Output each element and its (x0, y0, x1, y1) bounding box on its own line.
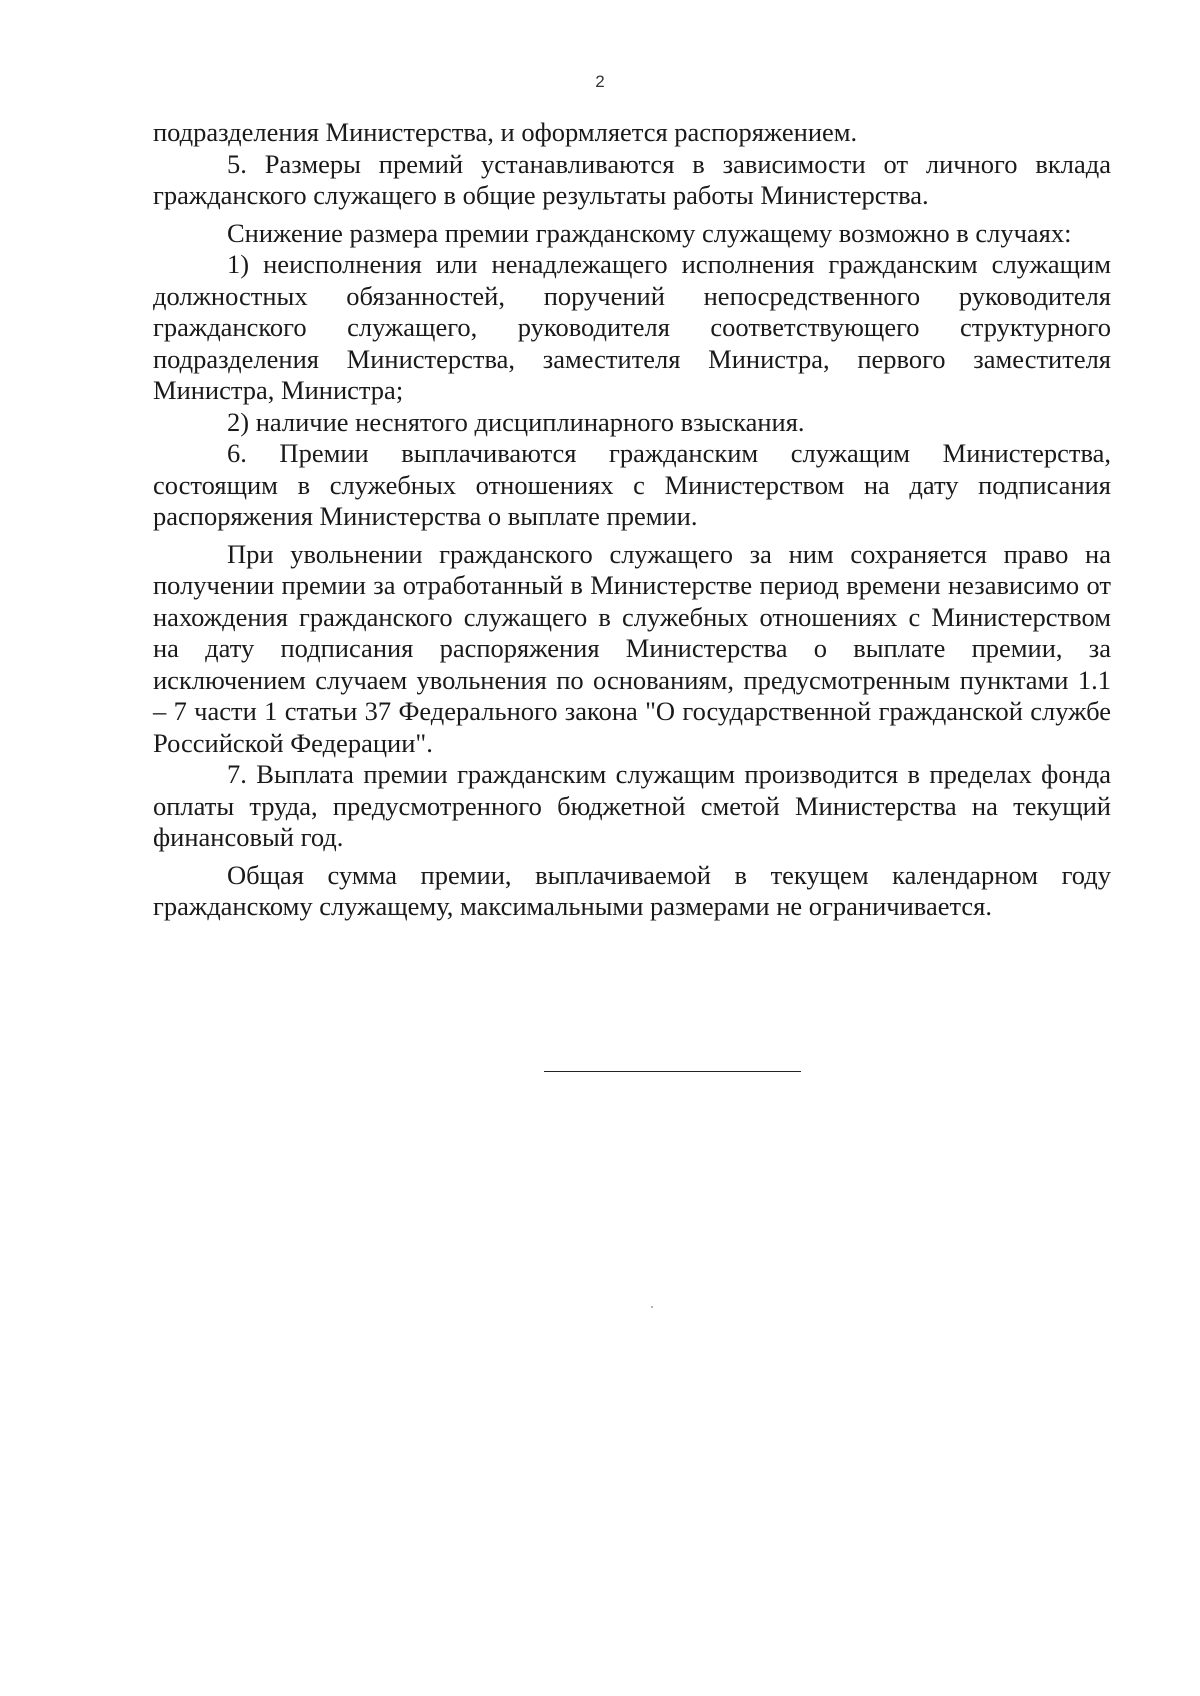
paragraph-item-7: 7. Выплата премии гражданским служащим производится в пределах фонда оплаты труда, предусмотренного бюджетной сметой Министерства на текущий финансовый год. (153, 759, 1111, 852)
paragraph-item-6: 6. Премии выплачиваются гражданским служащим Министерства, состоящим в служебных отношениях с Министерством на дату подписания распоряжения Министерства о выплате премии. (153, 438, 1111, 531)
paragraph-continuation: подразделения Министерства, и оформляется распоряжением. (153, 117, 858, 147)
scan-speck (651, 1306, 653, 1308)
paragraph-item-5: 5. Размеры премий устанавливаются в зависимости от личного вклада гражданского служащего в общие результаты работы Министерства. (153, 148, 1111, 210)
paragraph-reduction-cases: Снижение размера премии гражданскому служащему возможно в случаях: (227, 217, 1072, 248)
paragraph-total-sum: Общая сумма премии, выплачиваемой в текущем календарном году гражданскому служащему, максимальными размерами не ограничивается. (153, 859, 1111, 921)
closing-rule (544, 1071, 801, 1072)
page-number: 2 (595, 72, 605, 91)
paragraph-dismissal: При увольнении гражданского служащего за ним сохраняется право на получении премии за отработанный в Министерстве период времени независимо от нахождения гражданского служащего в служебных отношениях с Министерством на дату подписания распоряжения Министерства о выплате премии, за исключением случаем увольнения по основаниям, предусмотренным пунктами 1.1 – 7 части 1 статьи 37 Федерального закона "О государственной гражданской службе Российской Федерации". (153, 538, 1111, 758)
document-body (153, 117, 1111, 923)
paragraph-subitem-2: 2) наличие неснятого дисциплинарного взыскания. (227, 406, 805, 437)
paragraph-subitem-1: 1) неисполнения или ненадлежащего исполнения гражданским служащим должностных обязанностей, поручений непосредственного руководителя гражданского служащего, руководителя соответствующего структурного подразделения Министерства, заместителя Министра, первого заместителя Министра, Министра; (153, 249, 1111, 405)
